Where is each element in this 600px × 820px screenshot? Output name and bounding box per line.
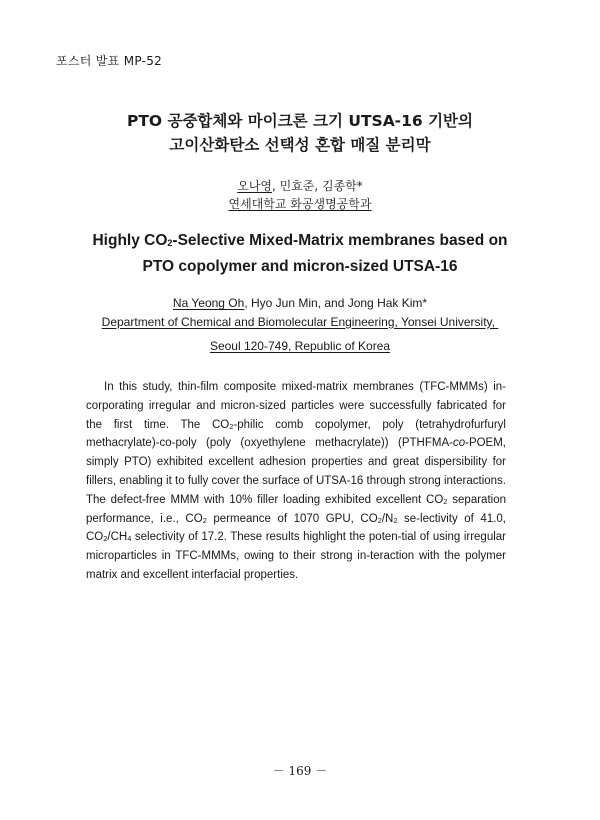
affiliation-text: Seoul 120-749, Republic of Korea [209,339,391,353]
english-affiliation-line2 [0,337,600,356]
abstract-text: permeance of 1070 GPU, CO [206,512,378,525]
korean-author-line [0,177,600,195]
abstract-text: se-lectivity of 41.0, CO [86,512,506,544]
korean-author-3: 김종학* [322,179,363,193]
abstract-text: selectivity of 17.2. These results highlight the poten-tial of using irregular microparticles in TFC-MMMs, owing to their strong in-teraction with the polymer matrix and excellent interfacial properties. [86,531,506,581]
subscript: 2 [443,496,448,506]
korean-presenting-author: 오나영 [237,179,272,193]
separator: , [271,179,280,193]
title-subscript: 2 [167,238,173,248]
korean-title [0,109,600,157]
subscript: 2 [377,515,382,525]
korean-title-line1: PTO 공중합체와 마이크론 크기 UTSA-16 기반의 [126,112,474,130]
session-label: 포스터 발표 MP-52 [56,54,163,68]
english-coauthors: , Hyo Jun Min, and Jong Hak Kim* [244,296,428,310]
title-text: -Selective Mixed-Matrix membranes based on [172,232,508,249]
subscript: 2 [393,515,398,525]
english-affiliation-line1: Department of Chemical and Biomolecular Engineering, Yonsei University, [101,314,499,329]
abstract-text: -philic comb copolymer, poly (tetrahydrofurfuryl methacrylate)-co-poly (poly (oxyethylene methacrylate)) (PTHFMA- [86,418,506,450]
subscript: 2 [103,534,108,544]
english-title-line2: PTO copolymer and micron-sized UTSA-16 [142,258,458,275]
english-title-line1 [0,229,600,255]
subscript: 2 [202,515,207,525]
abstract-text: In this study, thin-film composite mixed-matrix membranes (TFC-MMMs) in-corporating irregular and micron-sized particles were successfully fabricated for the first time. The CO [86,381,506,431]
subscript: 2 [229,421,234,431]
page-number: － 169 － [272,764,328,778]
abstract-text: separation performance, i.e., CO [86,493,506,525]
english-presenting-author: Na Yeong Oh [172,296,245,310]
english-title [0,229,600,279]
korean-title-line2: 고이산화탄소 선택성 혼합 매질 분리막 [169,136,431,154]
abstract-text: -POEM, simply PTO) exhibited excellent adhesion properties and great dispersibility for fillers, enabling it to fully cover the surface of UTSA-16 through strong interactions. The defect-free MMM with 10% filler loading exhibited excellent CO [86,437,506,506]
korean-authors [0,177,600,213]
korean-affiliation: 연세대학교 화공생명공학과 [228,197,372,211]
abstract-text: /CH [107,531,128,544]
subscript: 4 [127,534,132,544]
english-authors [0,294,600,356]
title-text: Highly CO [92,232,168,249]
abstract-text: /N [381,512,394,525]
separator: , [314,179,323,193]
italic-text: co [452,437,466,450]
abstract-body [86,378,506,585]
english-author-line [0,294,600,313]
korean-author-2: 민효준 [279,179,315,193]
